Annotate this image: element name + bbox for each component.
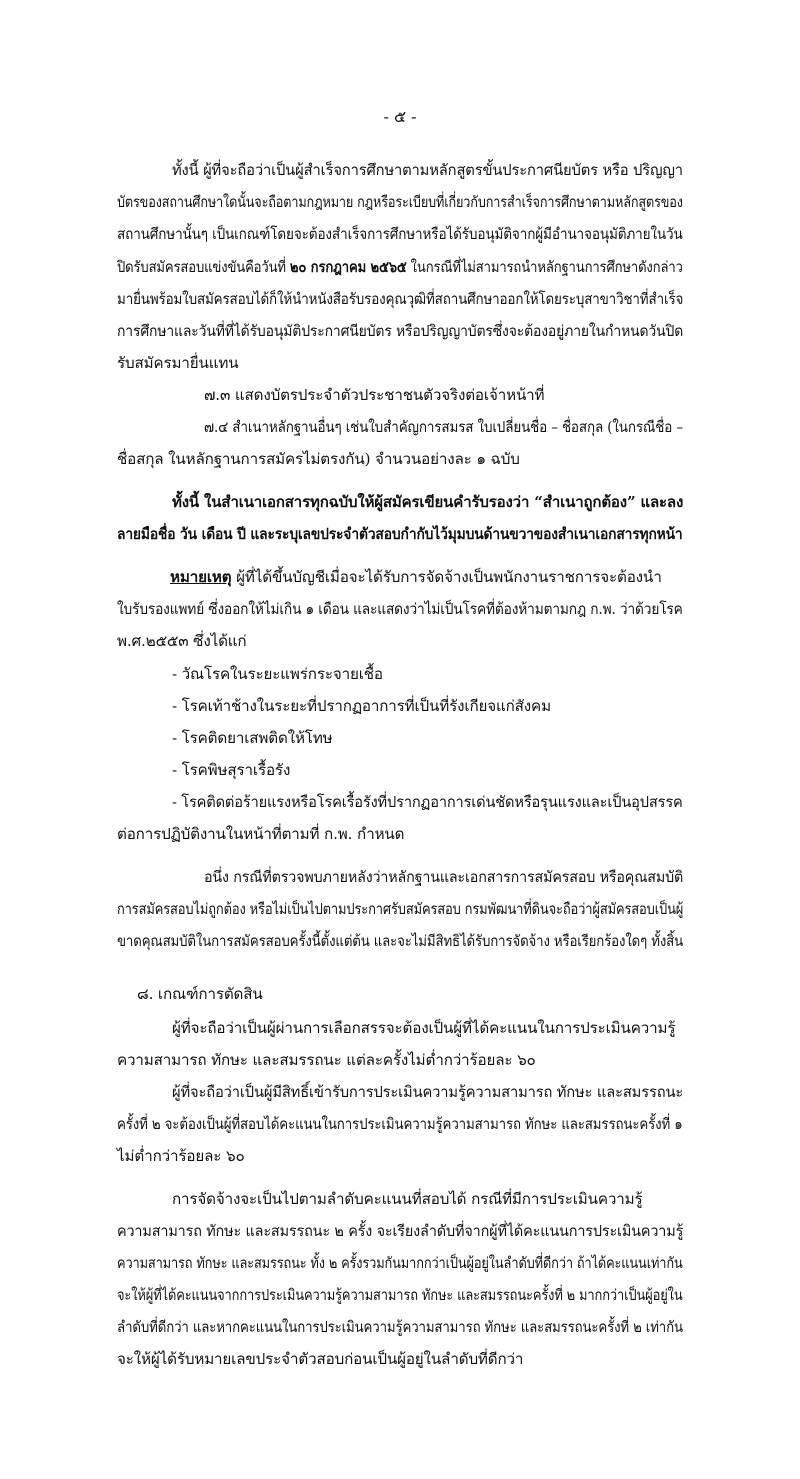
section-8-p2-line-1: ผู้ที่จะถือว่าเป็นผู้มีสิทธิ์เข้ารับการประเมินความรู้ความสามารถ ทักษะ และสมรรถนะ <box>172 1083 684 1101</box>
para-graduation-line-3: สถานศึกษานั้นๆ เป็นเกณฑ์โดยจะต้องสำเร็จการศึกษาหรือได้รับอนุมัติจากผู้มีอำนาจอนุมัติภายในวัน <box>117 225 683 243</box>
para-graduation-line-7: รับสมัครมายื่นแทน <box>117 354 239 372</box>
list-item-continuation: ต่อการปฏิบัติงานในหน้าที่ตามที่ ก.พ. กำหนด <box>117 825 405 843</box>
section-8-p1-line-1: ผู้ที่จะถือว่าเป็นผู้ผ่านการเลือกสรรจะต้องเป็นผู้ที่ได้คะแนนในการประเมินความรู้ <box>172 1019 676 1037</box>
list-item: - โรคติดต่อร้ายแรงหรือโรคเรื้อรังที่ปรากฏอาการเด่นชัดหรือรุนแรงและเป็นอุปสรรค <box>172 793 683 811</box>
remark-label: หมายเหตุ <box>170 568 232 586</box>
section-8-p3-line-5: ลำดับที่ดีกว่า และหากคะแนนในการประเมินความรู้ความสามารถ ทักษะ และสมรรถนะครั้งที่ ๒ เท่ากัน <box>117 1318 683 1336</box>
section-8-p3-line-4: จะให้ผู้ที่ได้คะแนนจากการประเมินความรู้ความสามารถ ทักษะ และสมรรถนะครั้งที่ ๒ มากกว่าเป็นผู้อยู่ใน <box>117 1286 683 1304</box>
para-graduation-line-4 <box>117 256 683 278</box>
text-segment: ผู้ที่ได้ขึ้นบัญชีเมื่อจะได้รับการจัดจ้างเป็นพนักงานราชการจะต้องนำ <box>231 568 662 586</box>
list-item: - โรคพิษสุราเรื้อรัง <box>172 761 291 779</box>
deadline-date: ๒๐ กรกฎาคม ๒๕๖๕ <box>289 258 407 276</box>
para-graduation-line-2: บัตรของสถานศึกษาใดนั้นจะถือตามกฎหมาย กฎหรือระเบียบที่เกี่ยวกับการสำเร็จการศึกษาตามหลักสูตรของ <box>117 193 683 211</box>
text-segment: ในกรณีที่ไม่สามารถนำหลักฐานการศึกษาดังกล่าว <box>406 258 683 276</box>
section-8-p3-line-2: ความสามารถ ทักษะ และสมรรถนะ ๒ ครั้ง จะเรียงลำดับที่จากผู้ที่ได้คะแนนการประเมินความรู้ <box>117 1222 684 1240</box>
para-other-line-2: การสมัครสอบไม่ถูกต้อง หรือไม่เป็นไปตามประกาศรับสมัครสอบ กรมพัฒนาที่ดินจะถือว่าผู้สมัครสอบเป็นผู้ <box>117 900 684 918</box>
section-8-p2-line-3: ไม่ต่ำกว่าร้อยละ ๖๐ <box>117 1147 245 1165</box>
section-8-p3-line-3: ความสามารถ ทักษะ และสมรรถนะ ทั้ง ๒ ครั้งรวมกันมากกว่าเป็นผู้อยู่ในลำดับที่ดีกว่า ถ้าได้คะแนนเท่ากัน <box>117 1254 683 1272</box>
section-8-p3-line-6: จะให้ผู้ได้รับหมายเลขประจำตัวสอบก่อนเป็นผู้อยู่ในลำดับที่ดีกว่า <box>117 1350 524 1368</box>
list-item: - โรคติดยาเสพติดให้โทษ <box>172 729 333 747</box>
para-graduation-line-5: มายื่นพร้อมใบสมัครสอบได้ก็ให้นำหนังสือรับรองคุณวุฒิที่สถานศึกษาออกให้โดยระบุสาขาวิชาที่สำเร็จ <box>117 290 684 308</box>
item-7-3: ๗.๓ แสดงบัตรประจำตัวประชาชนตัวจริงต่อเจ้าหน้าที่ <box>204 386 545 404</box>
para-graduation-line-1: ทั้งนี้ ผู้ที่จะถือว่าเป็นผู้สำเร็จการศึกษาตามหลักสูตรขั้นประกาศนียบัตร หรือ ปริญญา <box>172 161 683 179</box>
bold-note-line-2: ลายมือชื่อ วัน เดือน ปี และระบุเลขประจำตัวสอบกำกับไว้มุมบนด้านขวาของสำเนาเอกสารทุกหน้า <box>117 525 683 543</box>
list-item: - วัณโรคในระยะแพร่กระจายเชื้อ <box>172 665 383 683</box>
para-graduation-line-6: การศึกษาและวันที่ที่ได้รับอนุมัติประกาศนียบัตร หรือปริญญาบัตรซึ่งจะต้องอยู่ภายในกำหนดวันปิด <box>117 322 684 340</box>
text-segment: ปิดรับสมัครสอบแข่งขันคือวันที่ <box>117 258 290 276</box>
remark-line-1 <box>170 566 662 588</box>
page-number: - ๕ - <box>383 107 417 126</box>
remark-line-2: ใบรับรองแพทย์ ซึ่งออกให้ไม่เกิน ๑ เดือน และแสดงว่าไม่เป็นโรคที่ต้องห้ามตามกฎ ก.พ. ว่าด้วยโรค <box>117 600 683 618</box>
section-8-p2-line-2: ครั้งที่ ๒ จะต้องเป็นผู้ที่สอบได้คะแนนในการประเมินความรู้ความสามารถ ทักษะ และสมรรถนะครั้งที่ ๑ <box>117 1115 683 1133</box>
section-8-heading: ๘. เกณฑ์การตัดสิน <box>137 985 263 1003</box>
bold-note-line-1: ทั้งนี้ ในสำเนาเอกสารทุกฉบับให้ผู้สมัครเขียนคำรับรองว่า “สำเนาถูกต้อง” และลง <box>172 493 684 511</box>
item-7-4-line-1: ๗.๔ สำเนาหลักฐานอื่นๆ เช่นใบสำคัญการสมรส ใบเปลี่ยนชื่อ – ชื่อสกุล (ในกรณีชื่อ – <box>204 418 683 436</box>
para-other-line-3: ขาดคุณสมบัติในการสมัครสอบครั้งนี้ตั้งแต่ต้น และจะไม่มีสิทธิได้รับการจัดจ้าง หรือเรียกร้องใดๆ ทั้งสิ้น <box>117 932 684 950</box>
para-other-line-1: อนึ่ง กรณีที่ตรวจพบภายหลังว่าหลักฐานและเอกสารการสมัครสอบ หรือคุณสมบัติ <box>204 868 684 886</box>
section-8-p3-line-1: การจัดจ้างจะเป็นไปตามลำดับคะแนนที่สอบได้ กรณีที่มีการประเมินความรู้ <box>172 1190 643 1208</box>
list-item: - โรคเท้าช้างในระยะที่ปรากฏอาการที่เป็นที่รังเกียจแก่สังคม <box>172 697 551 715</box>
remark-line-3: พ.ศ.๒๕๕๓ ซึ่งได้แก่ <box>117 632 247 650</box>
item-7-4-line-2: ชื่อสกุล ในหลักฐานการสมัครไม่ตรงกัน) จำนวนอย่างละ ๑ ฉบับ <box>117 450 520 468</box>
section-8-p1-line-2: ความสามารถ ทักษะ และสมรรถนะ แต่ละครั้งไม่ต่ำกว่าร้อยละ ๖๐ <box>117 1051 536 1069</box>
